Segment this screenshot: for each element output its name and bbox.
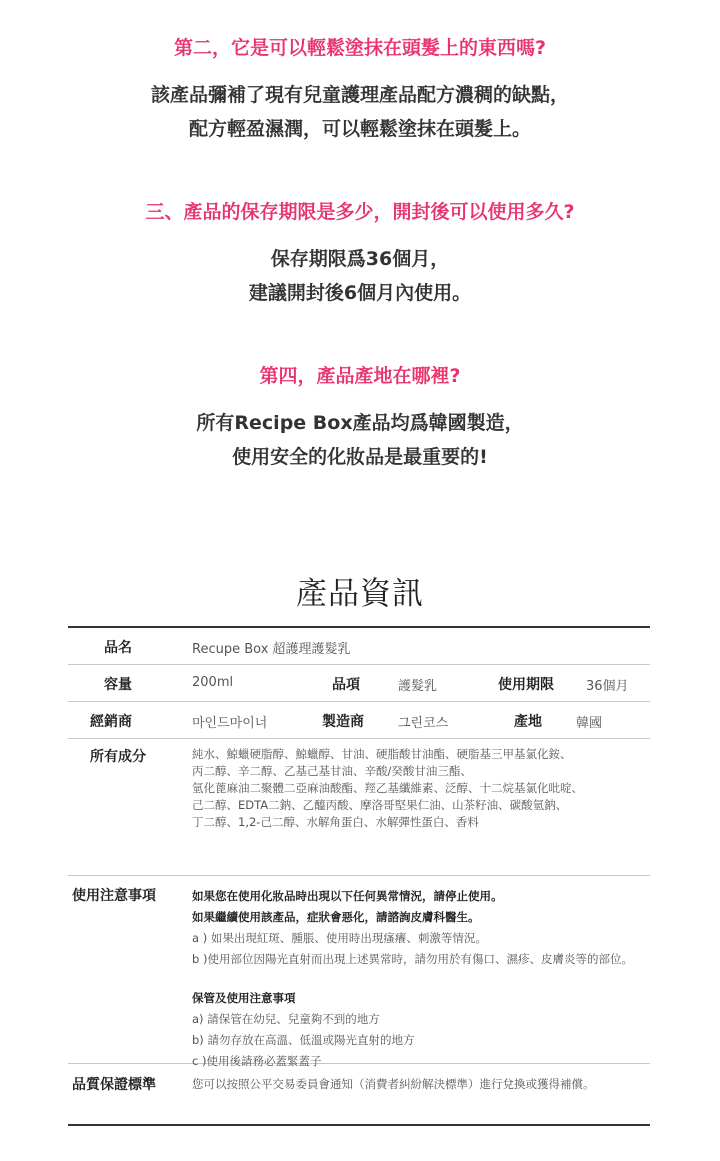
answer-text xyxy=(0,406,720,474)
question-heading: 三、產品的保存期限是多少，開封後可以使用多久? xyxy=(145,201,575,223)
quality-label: 品質保證標準 xyxy=(72,1077,156,1093)
quality-value: 您可以按照公平交易委員會通知（消費者糾紛解決標準）進行兌換或獲得補償。 xyxy=(192,1077,595,1091)
product-info-title: 產品資訊 xyxy=(296,576,424,612)
product-info-table xyxy=(68,626,650,1104)
period-value: 36個月 xyxy=(586,679,629,694)
maker-label: 製造商 xyxy=(322,714,364,730)
table-row-volume xyxy=(68,665,650,702)
ingredients-list xyxy=(192,746,583,831)
volume-value: 200ml xyxy=(192,675,234,690)
table-row-ingredients xyxy=(68,739,650,876)
name-value: Recupe Box 超護理護髮乳 xyxy=(192,642,351,657)
table-bottom-divider xyxy=(68,1124,650,1126)
answer-line: 使用安全的化妝品是最重要的! xyxy=(232,446,488,468)
ingredient-line: 丙二醇、辛二醇、乙基己基甘油、辛酸/癸酸甘油三酯、 xyxy=(192,764,472,778)
caution-line: 如果您在使用化妝品時出現以下任何異常情況，請停止使用。 xyxy=(192,889,503,903)
question-heading: 第四，產品產地在哪裡? xyxy=(259,365,461,387)
maker-value: 그린코스 xyxy=(398,716,449,731)
answer-text xyxy=(0,78,720,146)
table-row-quality xyxy=(68,1064,650,1104)
table-row-name xyxy=(68,628,650,665)
storage-line: c )使用後請務必蓋緊蓋子 xyxy=(192,1054,322,1068)
table-row-distributor xyxy=(68,702,650,739)
question-heading: 第二，它是可以輕鬆塗抹在頭髮上的東西嗎? xyxy=(173,37,547,59)
qa-section-3 xyxy=(0,198,720,310)
answer-line: 配方輕盈濕潤，可以輕鬆塗抹在頭髮上。 xyxy=(188,118,531,140)
caution-line: b )使用部位因陽光直射而出現上述異常時，請勿用於有傷口、濕疹、皮膚炎等的部位。 xyxy=(192,952,633,966)
answer-line: 所有Recipe Box產品均爲韓國製造， xyxy=(196,412,524,434)
ingredient-line: 丁二醇、1,2-己二醇、水解角蛋白、水解彈性蛋白、香料 xyxy=(192,815,479,829)
table-row-caution xyxy=(68,876,650,1068)
answer-line: 保存期限爲36個月， xyxy=(270,248,450,270)
ingredient-line: 氫化蓖麻油二聚體二亞麻油酸酯、羥乙基纖維素、泛醇、十二烷基氯化吡啶、 xyxy=(192,781,583,795)
storage-line: a) 請保管在幼兒、兒童夠不到的地方 xyxy=(192,1012,380,1026)
storage-title: 保管及使用注意事項 xyxy=(192,991,296,1005)
distributor-label: 經銷商 xyxy=(90,714,132,730)
qa-section-4 xyxy=(0,362,720,474)
distributor-value: 마인드마이너 xyxy=(192,716,268,731)
item-value: 護髮乳 xyxy=(398,679,438,694)
period-label: 使用期限 xyxy=(498,677,554,693)
ingredients-label: 所有成分 xyxy=(90,749,146,765)
caution-text xyxy=(192,886,633,1072)
ingredient-line: 純水、鯨蠟硬脂醇、鯨蠟醇、甘油、硬脂酸甘油酯、硬脂基三甲基氯化銨、 xyxy=(192,747,572,761)
answer-text xyxy=(0,242,720,310)
caution-line: 如果繼續使用該產品，症狀會惡化，請諮詢皮膚科醫生。 xyxy=(192,910,480,924)
item-label: 品項 xyxy=(332,677,360,693)
answer-line: 該產品彌補了現有兒童護理產品配方濃稠的缺點， xyxy=(150,84,569,106)
volume-label: 容量 xyxy=(104,677,132,693)
ingredient-line: 己二醇、EDTA二鈉、乙醯丙酸、摩洛哥堅果仁油、山茶籽油、碳酸氫鈉、 xyxy=(192,798,568,812)
caution-line: a ) 如果出現紅斑、腫脹、使用時出現瘙癢、刺激等情況。 xyxy=(192,931,487,945)
caution-label: 使用注意事項 xyxy=(72,888,156,904)
name-label: 品名 xyxy=(104,640,132,656)
storage-line: b) 請勿存放在高溫、低溫或陽光直射的地方 xyxy=(192,1033,415,1047)
origin-label: 產地 xyxy=(514,714,542,730)
answer-line: 建議開封後6個月內使用。 xyxy=(248,282,472,304)
origin-value: 韓國 xyxy=(576,716,603,731)
qa-section-2 xyxy=(0,34,720,146)
